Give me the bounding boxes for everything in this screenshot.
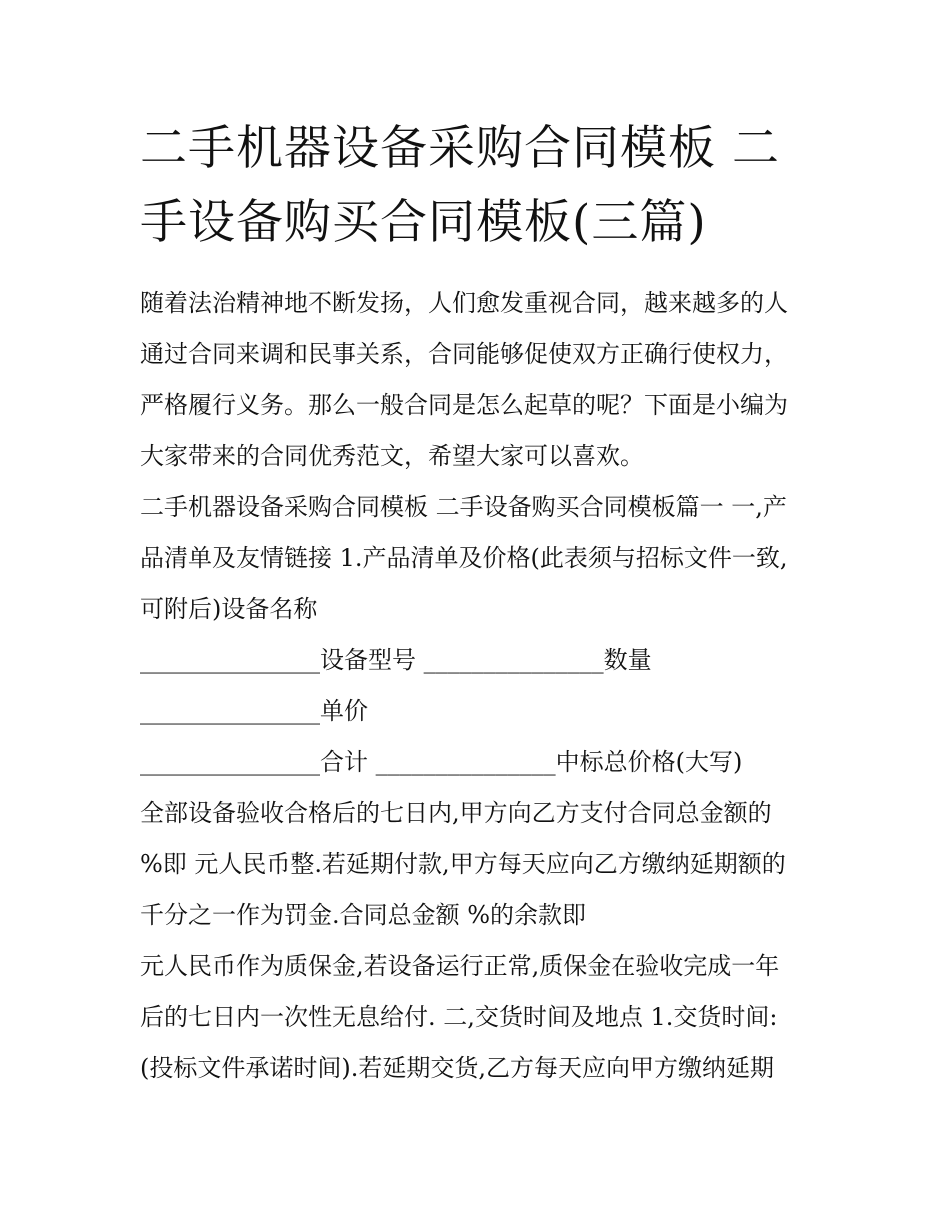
body-line: 全部设备验收合格后的七日内,甲方向乙方支付合同总金额的 (140, 799, 772, 827)
title-line: 手设备购买合同模板(三篇) (140, 195, 707, 250)
document-body (140, 278, 820, 1094)
body-line: 千分之一作为罚金.合同总金额 %的余款即 (140, 901, 587, 929)
body-line: 随着法治精神地不断发扬，人们愈发重视合同，越来越多的人 (140, 289, 788, 317)
body-line: 可附后)设备名称 (140, 595, 318, 623)
body-line: 后的七日内一次性无息给付. 二,交货时间及地点 1.交货时间: (140, 1003, 778, 1031)
title-line: 二手机器设备采购合同模板 二 (140, 121, 780, 176)
body-line: 品清单及友情链接 1.产品清单及价格(此表须与招标文件一致, (140, 544, 788, 572)
body-line: _______________设备型号 _______________数量 (140, 646, 652, 674)
document-title (140, 112, 820, 260)
body-line: 通过合同来调和民事关系，合同能够促使双方正确行使权力， (140, 340, 788, 368)
body-line: 大家带来的合同优秀范文，希望大家可以喜欢。 (140, 442, 644, 470)
body-line: (投标文件承诺时间).若延期交货,乙方每天应向甲方缴纳延期 (140, 1054, 774, 1082)
body-line: 严格履行义务。那么一般合同是怎么起草的呢？下面是小编为 (140, 391, 788, 419)
document-page (140, 112, 820, 1094)
body-line: _______________单价 (140, 697, 368, 725)
body-line: 元人民币作为质保金,若设备运行正常,质保金在验收完成一年 (140, 952, 780, 980)
body-line: 二手机器设备采购合同模板 二手设备购买合同模板篇一 一,产 (140, 493, 787, 521)
body-line: %即 元人民币整.若延期付款,甲方每天应向乙方缴纳延期额的 (140, 850, 786, 878)
body-line: _______________合计 _______________中标总价格(大写) (140, 748, 743, 776)
